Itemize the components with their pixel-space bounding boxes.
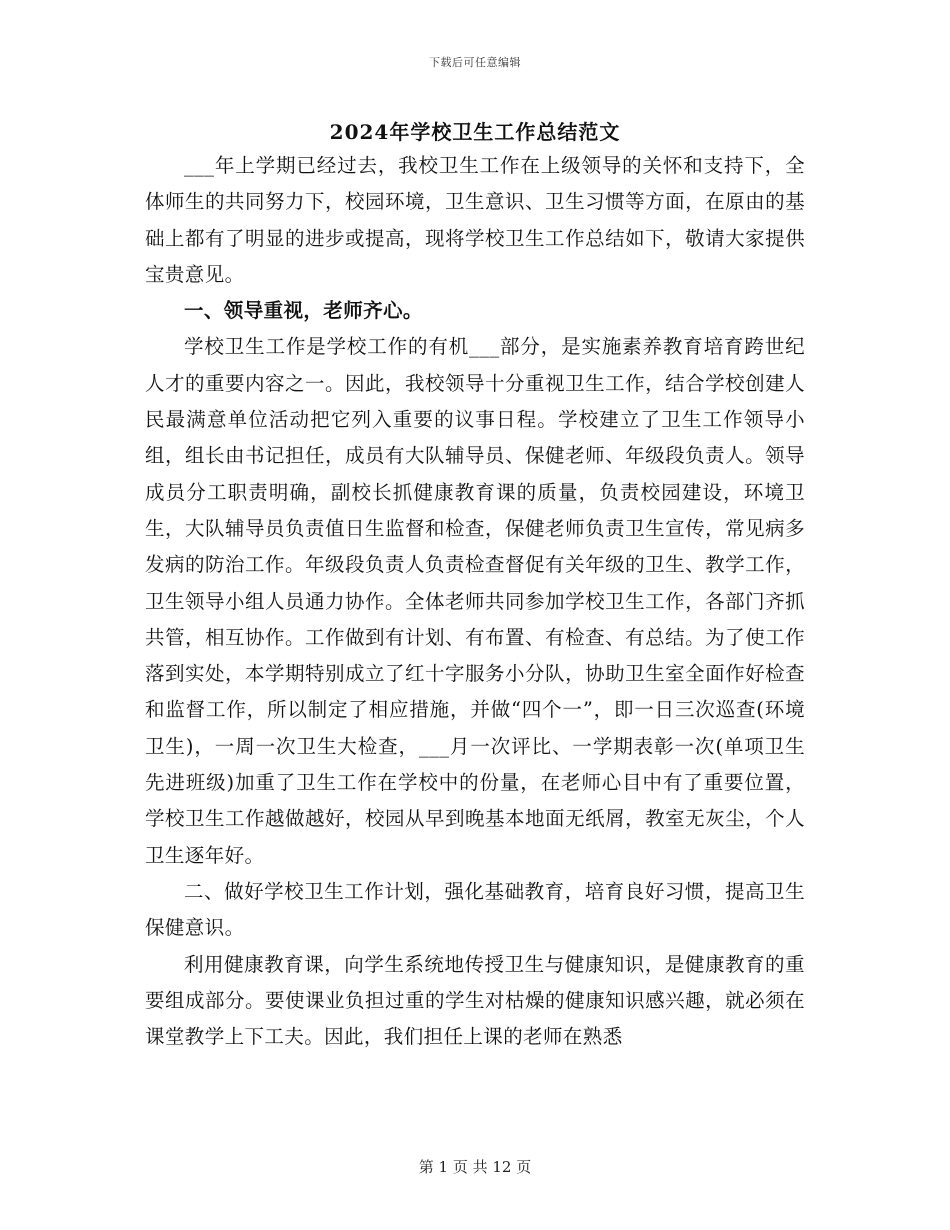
paragraph-section-2: 利用健康教育课，向学生系统地传授卫生与健康知识，是健康教育的重要组成部分。要使课业负担过重的学生对枯燥的健康知识感兴趣，就必须在课堂教学上下工夫。因此，我们担任上课的老师在熟悉: [145, 952, 805, 1049]
header-note: 下载后可任意编辑: [429, 56, 521, 69]
document-body: [145, 148, 805, 1055]
document-title: 2024年学校卫生工作总结范文: [329, 120, 621, 144]
section-heading-1: 一、领导重视，老师齐心。: [184, 299, 423, 323]
paragraph-section-1: 学校卫生工作是学校工作的有机___部分，是实施素养教育培育跨世纪人才的重要内容之一。因此，我校领导十分重视卫生工作，结合学校创建人民最满意单位活动把它列入重要的议事日程。学校建立了卫生工作领导小组，组长由书记担任，成员有大队辅导员、保健老师、年级段负责人。领导成员分工职责明确，副校长抓健康教育课的质量，负责校园建设，环境卫生，大队辅导员负责值日生监督和检查，保健老师负责卫生宣传，常见病多发病的防治工作。年级段负责人负责检查督促有关年级的卫生、教学工作，卫生领导小组人员通力协作。全体老师共同参加学校卫生工作，各部门齐抓共管，相互协作。工作做到有计划、有布置、有检查、有总结。为了使工作落到实处，本学期特别成立了红十字服务小分队，协助卫生室全面作好检查和监督工作，所以制定了相应措施，并做“四个一”，即一日三次巡查(环境卫生)，一周一次卫生大检查，___月一次评比、一学期表彰一次(单项卫生先进班级)加重了卫生工作在学校中的份量，在老师心目中有了重要位置，学校卫生工作越做越好，校园从早到晚基本地面无纸屑，教室无灰尘，个人卫生逐年好。: [145, 335, 805, 867]
page-number: 第 1 页 共 12 页: [418, 1158, 532, 1176]
paragraph-intro: ___年上学期已经过去，我校卫生工作在上级领导的关怀和支持下，全体师生的共同努力下，校园环境，卫生意识、卫生习惯等方面，在原由的基础上都有了明显的进步或提高，现将学校卫生工作总结如下，敬请大家提供宝贵意见。: [145, 154, 805, 286]
section-heading-2: 二、做好学校卫生工作计划，强化基础教育，培育良好习惯，提高卫生保健意识。: [145, 879, 805, 940]
